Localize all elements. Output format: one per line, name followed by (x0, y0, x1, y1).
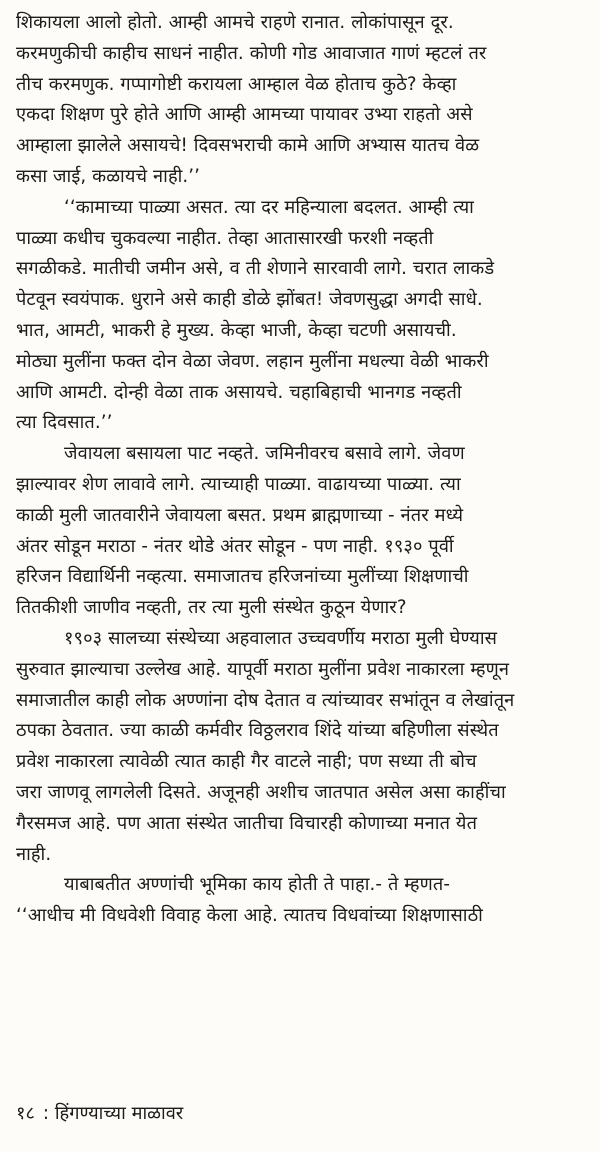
text-line: झाल्यावर शेण लावावे लागे. त्याच्याही पाळ्या. वाढायच्या पाळ्या. त्या (16, 473, 461, 495)
text-line: एकदा शिक्षण पुरे होते आणि आम्ही आमच्या पायावर उभ्या राहतो असे (16, 104, 473, 126)
text-line: मोठ्या मुलींना फक्त दोन वेळा जेवण. लहान मुलींना मधल्या वेळी भाकरी (16, 350, 489, 372)
text-line: १९०३ सालच्या संस्थेच्या अहवालात उच्चवर्णीय मराठा मुली घेण्यास (64, 627, 498, 649)
text-line: आणि आमटी. दोन्ही वेळा ताक असायचे. चहाबिहाची भानगड नव्हती (16, 381, 462, 403)
text-line: सुरुवात झाल्याचा उल्लेख आहे. यापूर्वी मराठा मुलींना प्रवेश नाकारला म्हणून (16, 658, 510, 680)
text-line: भात, आमटी, भाकरी हे मुख्य. केव्हा भाजी, केव्हा चटणी असायची. (16, 319, 457, 341)
text-line: आम्हाला झालेले असायचे! दिवसभराची कामे आणि अभ्यास यातच वेळ (16, 135, 480, 157)
page-footer (16, 1098, 183, 1130)
text-line: शिकायला आलो होतो. आम्ही आमचे राहणे रानात. लोकांपासून दूर. (16, 12, 454, 33)
text-line: याबाबतीत अण्णांची भूमिका काय होती ते पाहा.- ते म्हणत- (64, 874, 451, 896)
body-text (16, 8, 596, 932)
text-line: पेटवून स्वयंपाक. धुराने असे काही डोळे झोंबत! जेवणसुद्धा अगदी साधे. (16, 289, 483, 311)
text-line: कसा जाई, कळायचे नाही.’’ (16, 165, 201, 187)
text-line: हरिजन विद्यार्थिनी नव्हत्या. समाजातच हरिजनांच्या मुलींच्या शिक्षणाची (16, 566, 469, 588)
text-line: सगळीकडे. मातीची जमीन असे, व ती शेणाने सारवावी लागे. चरात लाकडे (16, 258, 495, 280)
page-number: १८ (16, 1103, 35, 1124)
text-line: तीच करमणुक. गप्पागोष्टी करायला आम्हाल वेळ होताच कुठे? केव्हा (16, 73, 457, 95)
text-line: ‘‘आधीच मी विधवेशी विवाह केला आहे. त्यातच विधवांच्या शिक्षणासाठी (16, 905, 483, 927)
text-line: जरा जाणवू लागलेली दिसते. अजूनही अशीच जातपात असेल असा काहींचा (16, 781, 506, 803)
text-line: पाळ्या कधीच चुकवल्या नाहीत. तेव्हा आतासारखी फरशी नव्हती (16, 227, 434, 249)
text-line: जेवायला बसायला पाट नव्हते. जमिनीवरच बसावे लागे. जेवण (64, 443, 465, 465)
text-line: तितकीशी जाणीव नव्हती, तर त्या मुली संस्थेत कुठून येणार? (16, 597, 407, 619)
text-line: ठपका ठेवतात. ज्या काळी कर्मवीर विठ्ठलराव शिंदे यांच्या बहिणीला संस्थेत (16, 720, 499, 742)
text-line: नाही. (16, 843, 52, 865)
text-line: गैरसमज आहे. पण आता संस्थेत जातीचा विचारही कोणाच्या मनात येत (16, 812, 478, 834)
text-line: त्या दिवसात.’’ (16, 412, 113, 434)
text-line: प्रवेश नाकारला त्यावेळी त्यात काही गैर वाटले नाही; पण सध्या ती बोच (16, 751, 477, 773)
text-line: काळी मुली जातवारीने जेवायला बसत. प्रथम ब्राह्मणाच्या - नंतर मध्ये (16, 504, 464, 526)
book-title: : हिंगण्याच्या माळावर (42, 1103, 184, 1124)
text-line: अंतर सोडून मराठा - नंतर थोडे अंतर सोडून - पण नाही. १९३० पूर्वी (16, 535, 454, 557)
text-line: समाजातील काही लोक अण्णांना दोष देतात व त्यांच्यावर सभांतून व लेखांतून (16, 689, 515, 711)
text-line: ‘‘कामाच्या पाळ्या असत. त्या दर महिन्याला बदलत. आम्ही त्या (64, 196, 474, 218)
text-line: करमणुकीची काहीच साधनं नाहीत. कोणी गोड आवाजात गाणं म्हटलं तर (16, 42, 487, 64)
